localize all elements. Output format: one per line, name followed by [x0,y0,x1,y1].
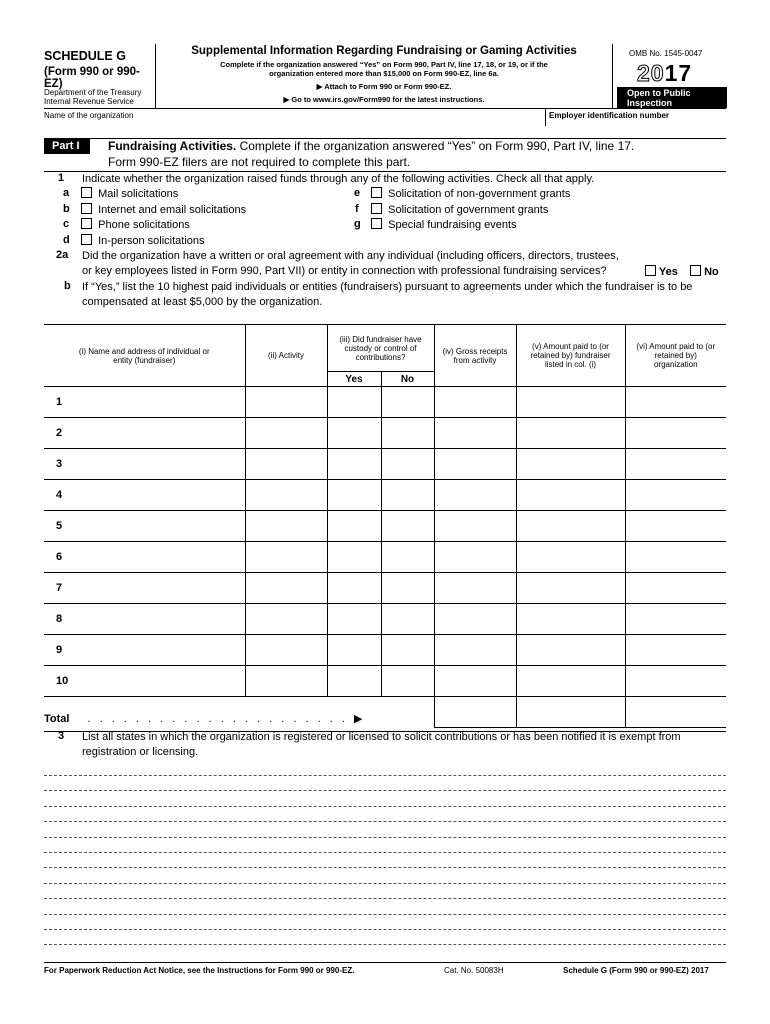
row-cell-gross[interactable] [434,666,516,697]
table-row [44,418,726,449]
custody-yes-header: Yes [327,372,381,387]
row-cell-custody-no[interactable] [381,418,434,449]
line3-text1: List all states in which the organization is registered or licensed to solicit contributions or has been notified it is exempt from [82,731,681,743]
line3-answer-line[interactable] [44,867,726,868]
row-number: 3 [56,458,63,470]
item-c-checkbox[interactable] [81,218,92,229]
row-cell-activity[interactable] [245,418,327,449]
dept-line2: Internal Revenue Service [44,97,134,106]
item-c-letter: c [63,218,70,230]
footer-form: Schedule G (Form 990 or 990-EZ) 2017 [563,966,709,975]
part-i-heading-rest: Complete if the organization answered “Yes” on Form 990, Part IV, line 17. [236,139,635,153]
row-cell-name[interactable] [44,573,245,604]
part-i-tag: Part I [44,139,90,154]
row-cell-activity[interactable] [245,666,327,697]
item-c [81,218,190,233]
instruction-3: ▶ Attach to Form 990 or Form 990-EZ. [316,82,452,91]
footer-paperwork: For Paperwork Reduction Act Notice, see the Instructions for Form 990 or 990-EZ. [44,966,355,975]
table-row [44,480,726,511]
row-cell-gross[interactable] [434,418,516,449]
row-cell-gross[interactable] [434,573,516,604]
total-label-cell [44,697,434,728]
item-d [81,234,205,249]
instruction-4: ▶ Go to www.irs.gov/Form990 for the latest instructions. [283,95,485,104]
row-cell-custody-yes[interactable] [327,449,381,480]
row-cell-activity[interactable] [245,604,327,635]
row-cell-custody-no[interactable] [381,604,434,635]
line2a-text2: or key employees listed in Form 990, Part VII) or entity in connection with professional fundraising services? [82,265,607,277]
row-cell-custody-no[interactable] [381,449,434,480]
year-suffix: 17 [664,60,693,86]
table-row [44,666,726,697]
row-cell-gross[interactable] [434,511,516,542]
row-cell-custody-yes[interactable] [327,542,381,573]
row-cell-paid-org[interactable] [625,418,726,449]
col-paid-org-header: (vi) Amount paid to (or retained by) organization [625,325,726,387]
row-cell-custody-yes[interactable] [327,573,381,604]
row-cell-paid-org[interactable] [625,635,726,666]
fundraiser-table [44,324,726,728]
row-cell-name[interactable] [44,449,245,480]
row-cell-paid-fundraiser[interactable] [516,480,625,511]
row-cell-custody-no[interactable] [381,635,434,666]
row-number: 5 [56,520,63,532]
row-cell-custody-no[interactable] [381,387,434,418]
line3-answer-line[interactable] [44,914,726,915]
row-cell-name[interactable] [44,511,245,542]
line2a-yes-checkbox[interactable] [645,265,656,276]
row-cell-paid-fundraiser[interactable] [516,449,625,480]
row-cell-paid-fundraiser[interactable] [516,511,625,542]
org-name-label: Name of the organization [44,111,134,120]
item-a [81,187,178,202]
row-cell-custody-no[interactable] [381,511,434,542]
line3-answer-line[interactable] [44,837,726,838]
line1-number: 1 [58,172,65,184]
row-cell-gross[interactable] [434,635,516,666]
col-name-header: (i) Name and address of individual or entity (fundraiser) [44,325,245,387]
form-ref: (Form 990 or 990-EZ) [44,66,140,90]
line2a-yes [645,265,678,280]
item-b [81,203,246,218]
item-a-checkbox[interactable] [81,187,92,198]
row-cell-name[interactable] [44,480,245,511]
row-cell-gross[interactable] [434,387,516,418]
form-id-block [44,44,156,108]
row-number: 2 [56,427,63,439]
total-paid-org[interactable] [625,697,726,728]
row-cell-paid-org[interactable] [625,449,726,480]
row-cell-paid-fundraiser[interactable] [516,604,625,635]
line3-answer-line[interactable] [44,821,726,822]
line3-answer-line[interactable] [44,883,726,884]
row-cell-custody-yes[interactable] [327,387,381,418]
line3-answer-line[interactable] [44,929,726,930]
row-number: 6 [56,551,63,563]
total-label: Total [44,712,70,725]
table-row [44,604,726,635]
row-cell-name[interactable] [44,666,245,697]
row-cell-gross[interactable] [434,449,516,480]
item-e-letter: e [354,187,361,199]
footer-cat: Cat. No. 50083H [444,966,504,975]
item-d-label: In-person solicitations [98,235,205,247]
row-cell-custody-yes[interactable] [327,635,381,666]
row-cell-paid-org[interactable] [625,511,726,542]
row-cell-gross[interactable] [434,542,516,573]
row-cell-activity[interactable] [245,635,327,666]
line3-answer-line[interactable] [44,790,726,791]
table-row [44,511,726,542]
item-b-label: Internet and email solicitations [98,204,247,216]
line3-number: 3 [58,730,65,742]
line2b-text1: If “Yes,” list the 10 highest paid individuals or entities (fundraisers) pursuant to agreements under which the fundraiser is to be [82,281,693,293]
row-number: 10 [56,675,69,687]
org-name-field[interactable] [44,124,545,138]
row-cell-paid-fundraiser[interactable] [516,387,625,418]
item-f-checkbox[interactable] [371,203,382,214]
line2a-no [690,265,719,280]
table-row [44,387,726,418]
item-b-checkbox[interactable] [81,203,92,214]
row-cell-custody-no[interactable] [381,573,434,604]
row-cell-activity[interactable] [245,511,327,542]
item-g-label: Special fundraising events [388,219,517,231]
line2a-text1: Did the organization have a written or oral agreement with any individual (including officers, directors, trustees, [82,250,619,262]
row-number: 7 [56,582,63,594]
table-header-row [44,325,726,372]
row-cell-gross[interactable] [434,604,516,635]
item-f-letter: f [355,203,359,215]
col-gross-header: (iv) Gross receipts from activity [434,325,516,387]
item-f [371,203,548,218]
row-cell-activity[interactable] [245,387,327,418]
open-line2: Inspection [627,98,673,108]
line3-answer-line[interactable] [44,775,726,776]
row-cell-custody-yes[interactable] [327,480,381,511]
item-b-letter: b [63,203,70,215]
col-activity-header: (ii) Activity [245,325,327,387]
total-paid-fundraiser[interactable] [516,697,625,728]
row-cell-paid-fundraiser[interactable] [516,635,625,666]
row-cell-custody-no[interactable] [381,666,434,697]
row-cell-custody-no[interactable] [381,480,434,511]
footer-rule [44,962,726,963]
line3-answer-line[interactable] [44,944,726,945]
instruction-2: organization entered more than $15,000 on Form 990-EZ, line 6a. [269,69,499,78]
omb-number: OMB No. 1545-0047 [629,49,703,58]
tax-year [637,60,692,87]
row-cell-custody-yes[interactable] [327,604,381,635]
form-title-block [156,44,612,108]
item-e-checkbox[interactable] [371,187,382,198]
line2b-letter: b [64,280,71,292]
total-leader-dots: . . . . . . . . . . . . . . . . . . . . . . ▶ [87,712,366,725]
custody-no-header: No [381,372,434,387]
total-gross[interactable] [434,697,516,728]
row-cell-gross[interactable] [434,480,516,511]
instruction-1: Complete if the organization answered “Yes” on Form 990, Part IV, line 17, 18, or 19, or if the [220,60,548,69]
ein-divider [545,108,546,126]
col-paid-fundraiser-header: (v) Amount paid to (or retained by) fundraiser listed in col. (i) [516,325,625,387]
item-f-label: Solicitation of government grants [388,204,549,216]
row-cell-paid-org[interactable] [625,573,726,604]
item-a-letter: a [63,187,70,199]
line3-text2: registration or licensing. [82,746,199,758]
line3-answer-line[interactable] [44,806,726,807]
part-i-heading [108,139,634,154]
row-cell-paid-fundraiser[interactable] [516,418,625,449]
table-row [44,542,726,573]
item-g-checkbox[interactable] [371,218,382,229]
open-line1: Open to Public [627,88,691,98]
item-e-label: Solicitation of non-government grants [388,188,571,200]
row-number: 8 [56,613,63,625]
row-cell-custody-no[interactable] [381,542,434,573]
line2a-no-checkbox[interactable] [690,265,701,276]
part-i-heading-line2: Form 990-EZ filers are not required to complete this part. [108,155,411,169]
dept-line1: Department of the Treasury [44,88,142,97]
row-cell-paid-org[interactable] [625,387,726,418]
row-cell-paid-fundraiser[interactable] [516,542,625,573]
line3-answer-line[interactable] [44,898,726,899]
year-prefix: 20 [637,60,665,86]
total-row [44,697,726,728]
table-row [44,635,726,666]
open-inspection-badge [617,87,727,108]
row-cell-custody-yes[interactable] [327,511,381,542]
line1-text: Indicate whether the organization raised funds through any of the following activities. Check all that apply. [82,173,595,185]
part-i-heading-bold: Fundraising Activities. [108,139,237,153]
form-title: Supplemental Information Regarding Fundraising or Gaming Activities [191,45,577,57]
table-row [44,449,726,480]
row-cell-paid-org[interactable] [625,480,726,511]
row-cell-activity[interactable] [245,449,327,480]
row-cell-custody-yes[interactable] [327,418,381,449]
row-cell-name[interactable] [44,387,245,418]
row-cell-custody-yes[interactable] [327,666,381,697]
item-g-letter: g [354,218,361,230]
row-number: 9 [56,644,63,656]
row-cell-paid-fundraiser[interactable] [516,666,625,697]
row-cell-activity[interactable] [245,480,327,511]
line2a-yes-label: Yes [658,266,678,278]
line2b-text2: compensated at least $5,000 by the organization. [82,296,323,308]
row-cell-activity[interactable] [245,542,327,573]
row-cell-name[interactable] [44,418,245,449]
row-number: 4 [56,489,63,501]
row-cell-paid-org[interactable] [625,542,726,573]
ein-field[interactable] [547,124,726,138]
table-row [44,573,726,604]
item-g [371,218,517,233]
item-d-letter: d [63,234,70,246]
line2a-no-label: No [704,266,719,278]
row-cell-name[interactable] [44,635,245,666]
row-cell-name[interactable] [44,542,245,573]
row-cell-paid-org[interactable] [625,604,726,635]
row-cell-paid-fundraiser[interactable] [516,573,625,604]
row-number: 1 [56,396,63,408]
row-cell-name[interactable] [44,604,245,635]
row-cell-activity[interactable] [245,573,327,604]
row-cell-paid-org[interactable] [625,666,726,697]
line2a-number: 2a [56,249,69,261]
item-a-label: Mail solicitations [98,188,179,200]
schedule-label: SCHEDULE G [44,49,126,63]
item-d-checkbox[interactable] [81,234,92,245]
ein-label: Employer identification number [549,111,670,120]
item-c-label: Phone solicitations [98,219,190,231]
item-e [371,187,570,202]
omb-block [612,44,726,108]
line3-answer-line[interactable] [44,852,726,853]
col-custody-header: (iii) Did fundraiser have custody or control of contributions? [327,325,434,372]
header-rule [44,108,726,109]
